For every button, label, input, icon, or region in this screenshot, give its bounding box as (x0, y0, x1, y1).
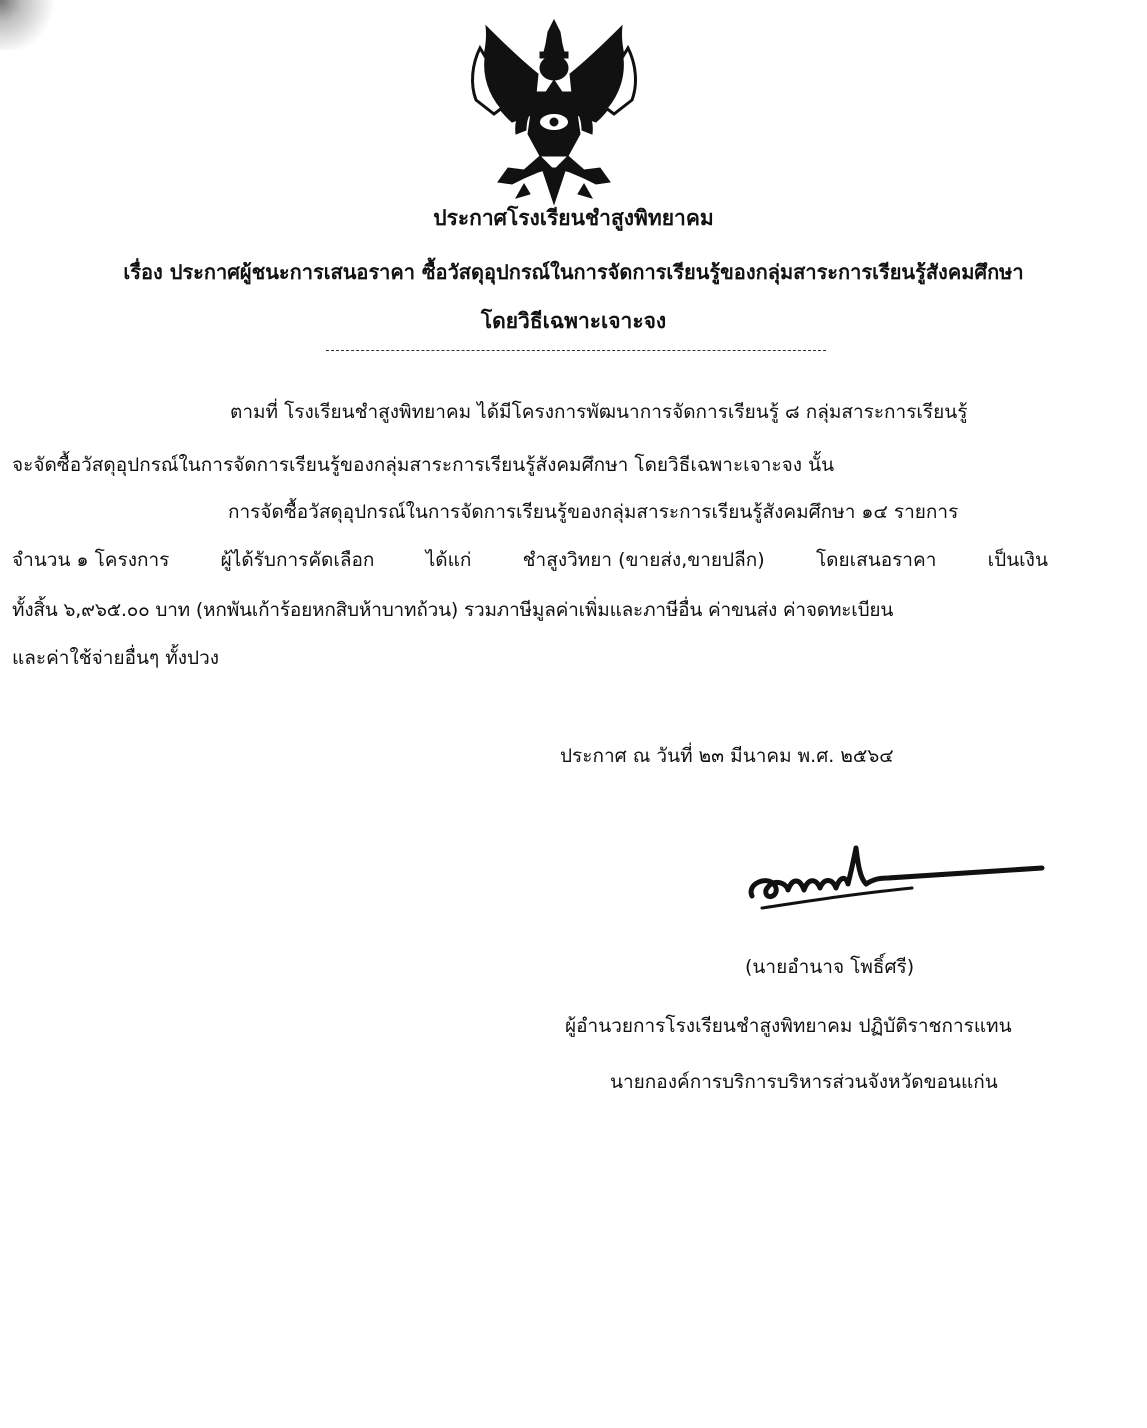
scan-corner-shadow (0, 0, 60, 50)
paragraph2-line2 (12, 546, 1048, 574)
section-divider (326, 350, 826, 351)
amount-label: เป็นเงิน (987, 549, 1048, 571)
selected-label: ผู้ได้รับการคัดเลือก (220, 549, 375, 571)
paragraph2-line1: การจัดซื้อวัสดุอุปกรณ์ในการจัดการเรียนรู้ของกลุ่มสาระการเรียนรู้สังคมศึกษา ๑๔ รายการ (228, 501, 959, 523)
announcement-subject: เรื่อง ประกาศผู้ชนะการเสนอราคา ซื้อวัสดุอุปกรณ์ในการจัดการเรียนรู้ของกลุ่มสาระการเรียนรู้สังคมศึกษา (123, 260, 1024, 284)
offer-label: โดยเสนอราคา (815, 549, 937, 571)
namely-label: ได้แก่ (425, 549, 472, 571)
paragraph2-line4: และค่าใช้จ่ายอื่นๆ ทั้งปวง (12, 647, 220, 669)
project-count: จำนวน ๑ โครงการ (12, 549, 170, 571)
procurement-method: โดยวิธีเฉพาะเจาะจง (480, 309, 667, 333)
signatory-authority: นายกองค์การบริการบริหารส่วนจังหวัดขอนแก่น (610, 1071, 998, 1093)
paragraph1-line2: จะจัดซื้อวัสดุอุปกรณ์ในการจัดการเรียนรู้ของกลุ่มสาระการเรียนรู้สังคมศึกษา โดยวิธีเฉพาะเจาะจง นั้น (12, 454, 835, 476)
paragraph1-line1: ตามที่ โรงเรียนชำสูงพิทยาคม ได้มีโครงการพัฒนาการจัดการเรียนรู้ ๘ กลุ่มสาระการเรียนรู้ (230, 401, 968, 423)
handwritten-signature-icon (742, 838, 1048, 914)
garuda-emblem-icon (468, 18, 640, 206)
signatory-position: ผู้อำนวยการโรงเรียนชำสูงพิทยาคม ปฏิบัติราชการแทน (565, 1015, 1012, 1037)
vendor-name: ชำสูงวิทยา (ขายส่ง,ขายปลีก) (522, 549, 765, 571)
announcement-heading: ประกาศโรงเรียนชำสูงพิทยาคม (433, 206, 714, 230)
signatory-name: (นายอำนาจ โพธิ์ศรี) (745, 956, 915, 978)
announcement-date: ประกาศ ณ วันที่ ๒๓ มีนาคม พ.ศ. ๒๕๖๔ (560, 745, 894, 767)
paragraph2-line3: ทั้งสิ้น ๖,๙๖๕.๐๐ บาท (หกพันเก้าร้อยหกสิบห้าบาทถ้วน) รวมภาษีมูลค่าเพิ่มและภาษีอื่น ค่าขนส่ง ค่าจดทะเบียน (12, 599, 894, 621)
